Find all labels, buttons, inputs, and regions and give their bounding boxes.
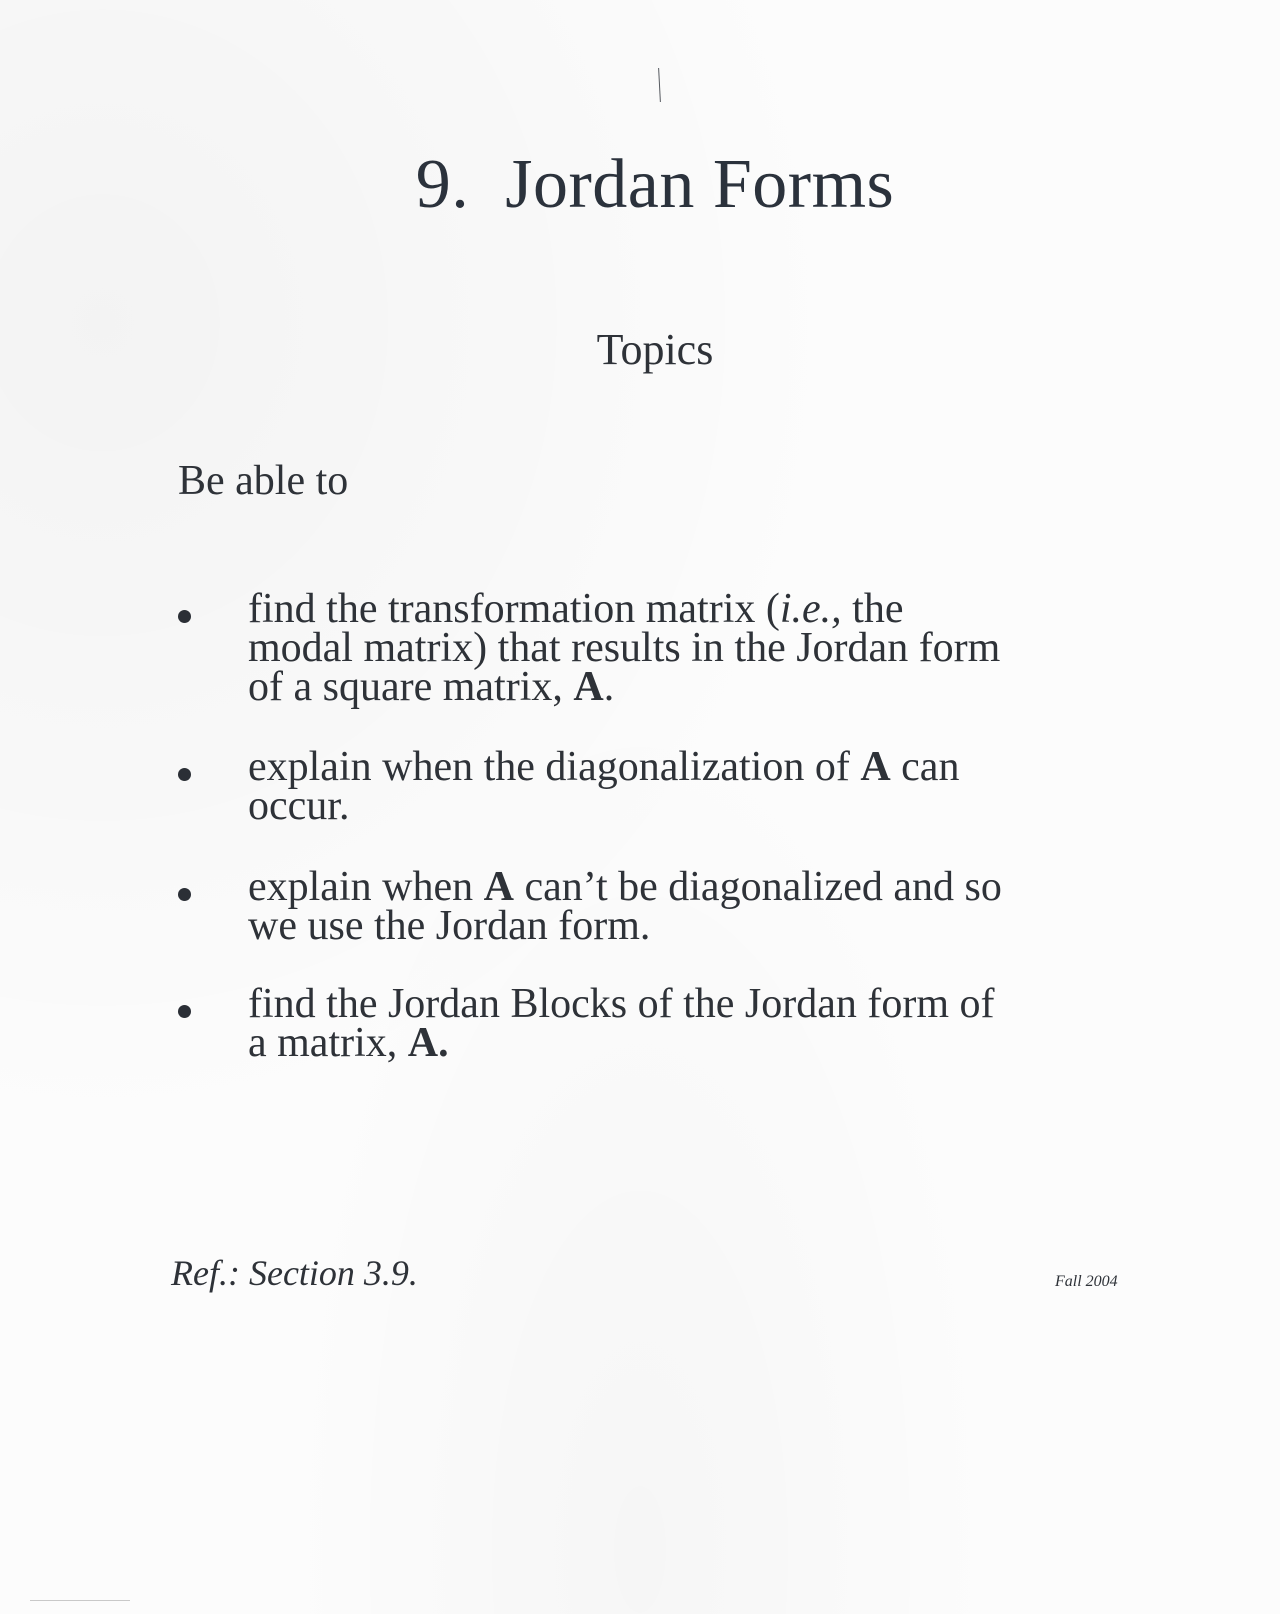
text-run: explain when the diagonalization of — [248, 744, 861, 790]
page-title: 9. Jordan Forms — [415, 146, 895, 223]
text-run: occur. — [248, 783, 350, 829]
text-run: we use the Jordan form. — [248, 903, 651, 949]
text-run: of a square matrix, — [248, 664, 574, 710]
objective-line — [248, 625, 1148, 671]
bullet-icon — [178, 1005, 191, 1018]
reference-note: Ref.: Section 3.9. — [171, 1253, 418, 1293]
objective-line — [248, 981, 1148, 1027]
text-run: the — [841, 586, 904, 632]
objective-line — [248, 864, 1148, 910]
scan-edge-line — [30, 1600, 130, 1601]
text-run: modal matrix) that results in the Jordan form — [248, 625, 1001, 671]
intro-text: Be able to — [178, 458, 349, 504]
term-label: Fall 2004 — [1055, 1273, 1118, 1290]
text-run: explain when — [248, 864, 484, 910]
text-run: can’t be diagonalized and so — [513, 864, 1002, 910]
objective-line — [248, 783, 1148, 829]
bullet-icon — [178, 888, 191, 901]
text-run: a matrix, — [248, 1020, 408, 1066]
bullet-icon — [178, 768, 191, 781]
text-run: A. — [407, 1020, 449, 1066]
text-run: i.e., — [779, 586, 842, 632]
objective-text — [248, 981, 1148, 1066]
objective-text — [248, 744, 1148, 829]
objective-line — [248, 664, 1148, 710]
text-run: find the transformation matrix ( — [248, 586, 780, 632]
objective-text — [248, 864, 1148, 949]
objective-line — [248, 586, 1148, 632]
objective-text — [248, 586, 1148, 710]
objective-line — [248, 903, 1148, 949]
scan-artifact-mark — [658, 68, 661, 102]
text-run: find the Jordan Blocks of the Jordan form of — [248, 981, 995, 1027]
text-run: A — [573, 664, 604, 710]
text-run: . — [603, 664, 615, 710]
bullet-icon — [178, 610, 191, 623]
objective-line — [248, 1020, 1148, 1066]
text-run: A — [860, 744, 891, 790]
objective-line — [248, 744, 1148, 790]
section-heading-topics: Topics — [596, 325, 714, 374]
text-run: A — [483, 864, 514, 910]
text-run: can — [890, 744, 960, 790]
